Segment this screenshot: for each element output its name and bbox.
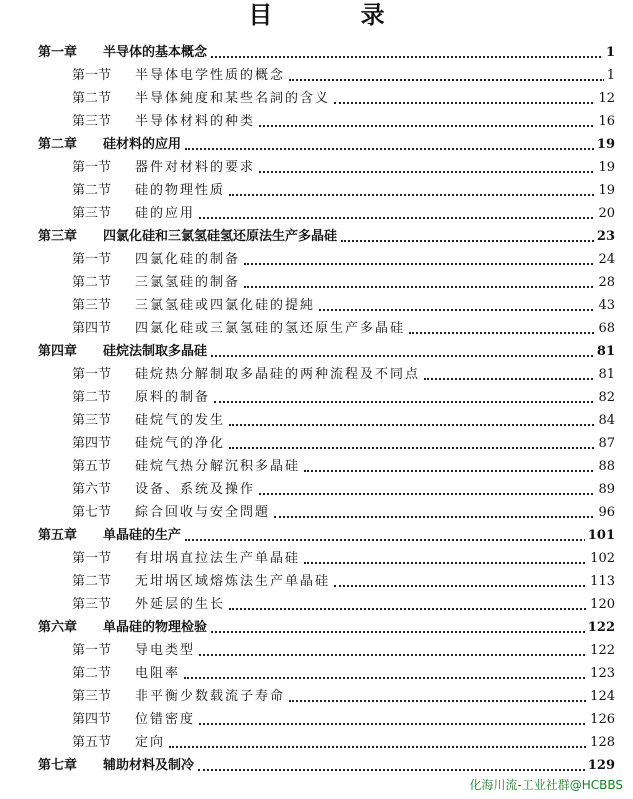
toc-page-number: 122: [585, 620, 615, 636]
toc-section-row[interactable]: [0, 178, 633, 201]
toc-page-number: 101: [585, 528, 615, 544]
dot-leader: [424, 378, 605, 380]
dot-leader: [274, 516, 605, 518]
toc-entry-label: 第二节: [72, 183, 112, 198]
toc-section-row[interactable]: [0, 730, 633, 753]
toc-page-number: 28: [595, 275, 615, 291]
dot-leader: [229, 608, 605, 610]
dot-leader: [199, 217, 605, 219]
toc-page-number: 82: [595, 390, 615, 406]
toc-entry-title: 导电类型: [135, 643, 196, 658]
toc-entry-label: 第五节: [72, 735, 112, 750]
toc-page-number: 84: [595, 413, 615, 429]
dot-leader: [229, 194, 605, 196]
toc-entry-title: 半导体純度和某些名詞的含义: [135, 91, 331, 106]
dot-leader: [259, 125, 605, 127]
dot-leader: [169, 746, 605, 748]
dot-leader: [229, 447, 605, 449]
toc-entry-title: 器件对材料的要求: [135, 160, 256, 175]
toc-section-row[interactable]: [0, 109, 633, 132]
toc-entry-label: 第六章: [38, 620, 78, 635]
toc-chapter-row[interactable]: [0, 224, 633, 247]
toc-section-row[interactable]: [0, 500, 633, 523]
dot-leader: [244, 263, 605, 265]
toc-entry-title: 半导体材料的种类: [135, 114, 256, 129]
dot-leader: [211, 631, 605, 633]
dot-leader: [289, 700, 605, 702]
toc-entry-label: 第四节: [72, 712, 112, 727]
toc-chapter-row[interactable]: [0, 132, 633, 155]
toc-section-row[interactable]: [0, 293, 633, 316]
dot-leader: [304, 562, 605, 564]
dot-leader: [211, 355, 605, 357]
toc-entry-label: 第七章: [38, 758, 78, 773]
toc-entry-label: 第一节: [72, 252, 112, 267]
toc-chapter-row[interactable]: [0, 40, 633, 63]
toc-entry-title: 位错密度: [135, 712, 196, 727]
toc-entry-title: 三氯氢硅的制备: [135, 275, 241, 290]
toc-entry-label: 第四章: [38, 344, 78, 359]
page-title: 目 录: [248, 0, 425, 29]
dot-leader: [185, 539, 605, 541]
toc-entry-title: 定向: [135, 735, 166, 750]
toc-page-number: 128: [587, 735, 615, 751]
toc-page-number: 23: [594, 229, 615, 245]
toc-entry-title: 硅材料的应用: [103, 137, 182, 152]
toc-entry-title: 外延层的生长: [135, 597, 226, 612]
dot-leader: [185, 148, 605, 150]
toc-chapter-row[interactable]: [0, 339, 633, 362]
toc-page-number: 20: [595, 206, 615, 222]
toc-page-number: 124: [587, 689, 615, 705]
toc-section-row[interactable]: [0, 270, 633, 293]
toc-entry-label: 第一节: [72, 551, 112, 566]
toc-entry-title: 电阻率: [135, 666, 181, 681]
toc-entry-title: 半导体的基本概念: [103, 45, 208, 60]
toc-page-number: 120: [587, 597, 615, 613]
dot-leader: [409, 332, 605, 334]
toc-entry-title: 四氯化硅或三氯氢硅的氢还原生产多晶硅: [135, 321, 406, 336]
toc-entry-title: 无坩埚区域熔炼法生产单晶硅: [135, 574, 331, 589]
toc-entry-title: 三氯氢硅或四氯化硅的提純: [135, 298, 316, 313]
toc-entry-title: 半导体电学性质的概念: [135, 68, 286, 83]
toc-entry-label: 第一节: [72, 643, 112, 658]
toc-page-number: 102: [587, 551, 615, 567]
dot-leader: [199, 654, 605, 656]
toc-page-number: 89: [595, 482, 615, 498]
toc-chapter-row[interactable]: [0, 523, 633, 546]
toc-page-number: 123: [587, 666, 615, 682]
toc-entry-label: 第四节: [72, 436, 112, 451]
toc-entry-title: 有坩埚直拉法生产单晶硅: [135, 551, 301, 566]
toc-section-row[interactable]: [0, 316, 633, 339]
toc-page-number: 81: [595, 367, 615, 383]
toc-entry-title: 四氯化硅和三氯氢硅氢还原法生产多晶硅: [103, 229, 338, 244]
dot-leader: [214, 401, 605, 403]
toc-entry-label: 第一节: [72, 367, 112, 382]
toc-entry-label: 第二节: [72, 390, 112, 405]
toc-entry-label: 第四节: [72, 321, 112, 336]
toc-section-row[interactable]: [0, 247, 633, 270]
dot-leader: [198, 769, 605, 771]
toc-page-number: 88: [595, 459, 615, 475]
toc-section-row[interactable]: [0, 684, 633, 707]
dot-leader: [211, 56, 605, 58]
toc-entry-label: 第五章: [38, 528, 78, 543]
toc-chapter-row[interactable]: [0, 753, 633, 776]
toc-section-row[interactable]: [0, 661, 633, 684]
dot-leader: [304, 470, 605, 472]
dot-leader: [229, 424, 605, 426]
toc-section-row[interactable]: [0, 477, 633, 500]
toc-section-row[interactable]: [0, 63, 633, 86]
toc-section-row[interactable]: [0, 385, 633, 408]
toc-page-number: 96: [595, 505, 615, 521]
toc-page-number: 19: [595, 160, 615, 176]
toc-entry-label: 第三节: [72, 413, 112, 428]
toc-section-row[interactable]: [0, 201, 633, 224]
toc-section-row[interactable]: [0, 431, 633, 454]
toc-entry-label: 第一节: [72, 68, 112, 83]
toc-page-number: 19: [594, 137, 615, 153]
dot-leader: [334, 102, 605, 104]
dot-leader: [341, 240, 605, 242]
toc-entry-label: 第二节: [72, 574, 112, 589]
toc-entry-label: 第三节: [72, 206, 112, 221]
toc-section-row[interactable]: [0, 707, 633, 730]
toc-entry-label: 第二节: [72, 666, 112, 681]
toc-entry-label: 第五节: [72, 459, 112, 474]
toc-page-number: 113: [587, 574, 615, 590]
toc-page-number: 126: [587, 712, 615, 728]
dot-leader: [199, 723, 605, 725]
toc-entry-label: 第六节: [72, 482, 112, 497]
toc-entry-title: 四氯化硅的制备: [135, 252, 241, 267]
toc-chapter-row[interactable]: [0, 615, 633, 638]
toc-entry-title: 硅烷气的发生: [135, 413, 226, 428]
toc-entry-label: 第三章: [38, 229, 78, 244]
toc-section-row[interactable]: [0, 86, 633, 109]
toc-section-row[interactable]: [0, 155, 633, 178]
toc-entry-title: 单晶硅的物理检验: [103, 620, 208, 635]
toc-section-row[interactable]: [0, 454, 633, 477]
toc-page-number: 12: [595, 91, 615, 107]
toc-entry-title: 辅助材料及制冷: [103, 758, 195, 773]
toc-entry-label: 第一节: [72, 160, 112, 175]
toc-section-row[interactable]: [0, 592, 633, 615]
toc-page-number: 1: [604, 68, 615, 84]
toc-section-row[interactable]: [0, 546, 633, 569]
toc-entry-label: 第三节: [72, 298, 112, 313]
toc-entry-title: 硅的物理性质: [135, 183, 226, 198]
toc-entry-title: 非平衡少数载流子寿命: [135, 689, 286, 704]
toc-entry-label: 第三节: [72, 114, 112, 129]
toc-page-number: 16: [595, 114, 615, 130]
toc-entry-label: 第二节: [72, 91, 112, 106]
dot-leader: [319, 309, 605, 311]
toc-entry-title: 硅烷热分解制取多晶硅的两种流程及不同点: [135, 367, 421, 382]
toc-page-number: 1: [603, 45, 615, 61]
toc-section-row[interactable]: [0, 362, 633, 385]
dot-leader: [244, 286, 605, 288]
toc-page-number: 81: [594, 344, 615, 360]
toc-page-number: 68: [595, 321, 615, 337]
toc-entry-title: 硅烷气的净化: [135, 436, 226, 451]
toc-page-number: 87: [595, 436, 615, 452]
toc-entry-label: 第二节: [72, 275, 112, 290]
toc-page-number: 129: [585, 758, 615, 774]
toc-page-number: 19: [595, 183, 615, 199]
toc-entry-title: 硅烷气热分解沉积多晶硅: [135, 459, 301, 474]
toc-section-row[interactable]: [0, 569, 633, 592]
toc-entry-title: 单晶硅的生产: [103, 528, 182, 543]
toc-entry-label: 第二章: [38, 137, 78, 152]
toc-page-number: 24: [595, 252, 615, 268]
dot-leader: [259, 493, 605, 495]
toc-page-number: 43: [595, 298, 615, 314]
toc-entry-label: 第七节: [72, 505, 112, 520]
toc-entry-label: 第三节: [72, 689, 112, 704]
toc-entry-title: 硅的应用: [135, 206, 196, 221]
toc-entry-label: 第一章: [38, 45, 78, 60]
dot-leader: [184, 677, 605, 679]
dot-leader: [334, 585, 605, 587]
toc-entry-title: 綜合回收与安全問題: [135, 505, 271, 520]
toc-entry-label: 第三节: [72, 597, 112, 612]
toc-entry-title: 硅烷法制取多晶硅: [103, 344, 208, 359]
toc-entry-title: 设备、系统及操作: [135, 482, 256, 497]
toc-section-row[interactable]: [0, 638, 633, 661]
watermark: 化海川流-工业社群@HCBBS: [469, 778, 623, 792]
toc-entry-title: 原料的制备: [135, 390, 211, 405]
toc-section-row[interactable]: [0, 408, 633, 431]
dot-leader: [289, 79, 605, 81]
toc-page-number: 122: [587, 643, 615, 659]
dot-leader: [259, 171, 605, 173]
